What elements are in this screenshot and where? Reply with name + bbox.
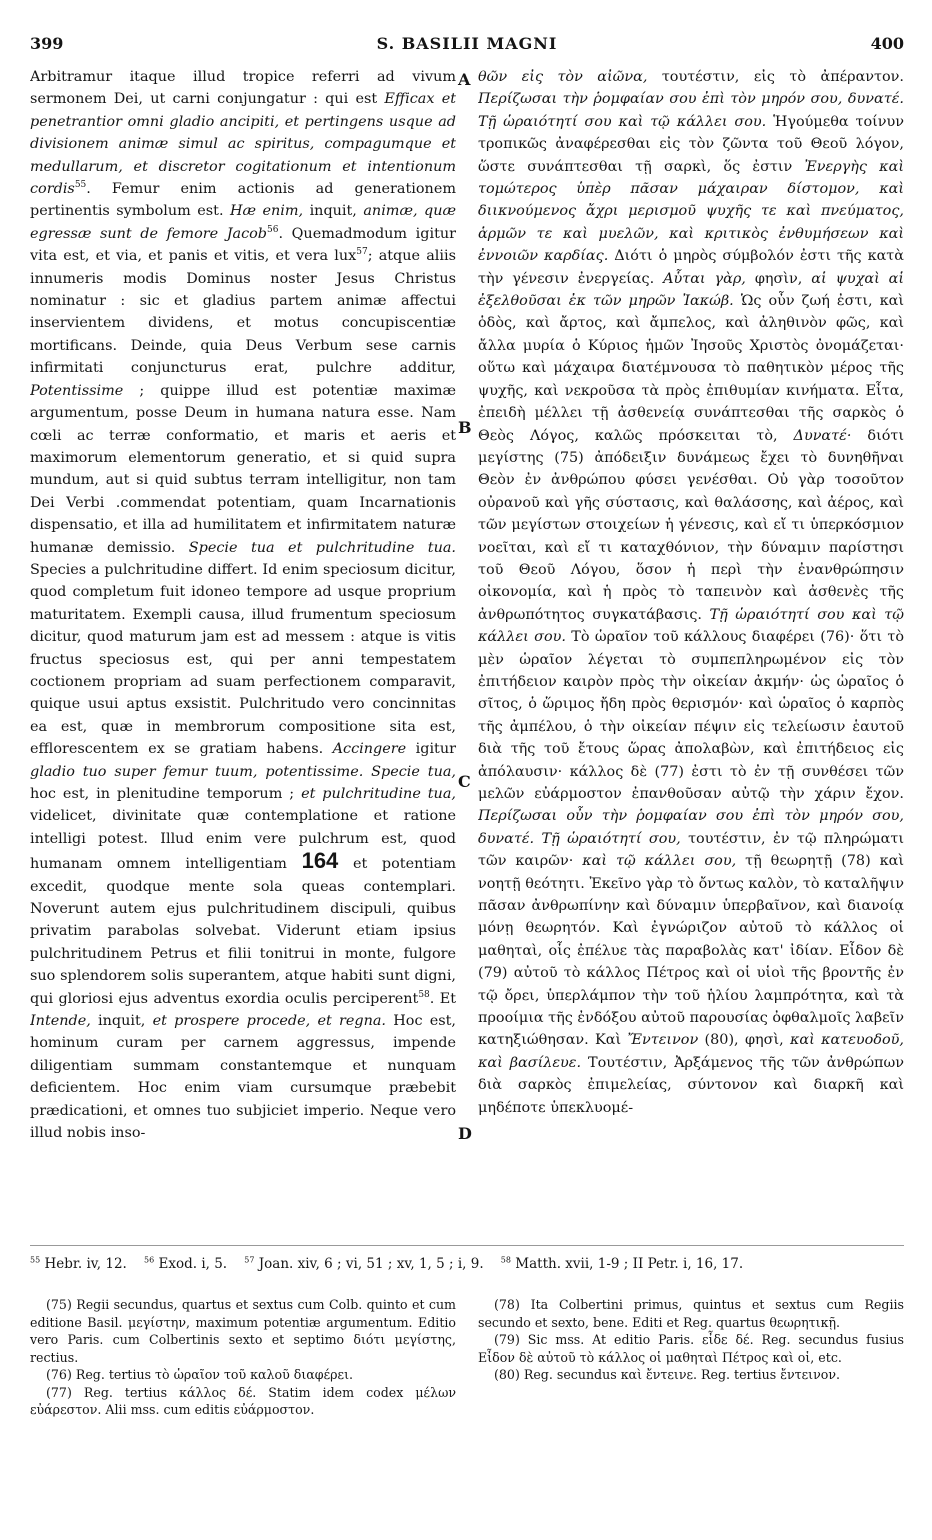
critical-notes-right bbox=[478, 1296, 904, 1384]
footnote-ref: $^{55}$ Hebr. iv, 12. bbox=[30, 1255, 127, 1272]
margin-letter-d: D bbox=[458, 1124, 472, 1143]
critical-note: (80) Reg. secundus καὶ ἔντεινε. Reg. tertius ἔντεινον. bbox=[494, 1367, 840, 1382]
footnote-ref: $^{56}$ Exod. i, 5. bbox=[144, 1255, 228, 1272]
latin-text: Arbitramur itaque illud tropice referri ad vivum sermonem Dei, ut carni conjungatur : qui est Efficax et penetrantior omni gladio ancipiti, et pertingens usque ad divisionem animæ simul ac spiritus, compagumque et medullarum, et discretor cogitationum et intentionum cordis$^{55}$. Femur enim actionis ad generationem pertinentis symbolum est. Hæ enim, inquit, animæ, quæ egressæ sunt de femore Jacob$^{56}$. Quemadmodum igitur vita est, et via, et panis et vitis, et vera lux$^{57}$; atque aliis innumeris modis Dominus noster Jesus Christus nominatur : sic et gladius partem animæ affectui inservientem dividens, et motus concupiscentiæ mortificans. Deinde, quia Deus Verbum sese carnis infirmitati conjuncturus erat, pulchre additur, Potentissime ; quippe illud est potentiæ maximæ argumentum, posse Deum in humana natura esse. Nam cœli ac terræ conformatio, et maris et aeris et maximorum elementorum generatio, et si quid supra mundum, aut si quid subtus terram intelligitur, non tam Dei Verbi .commendat potentiam, quam Incarnationis dispensatio, et illa ad humilitatem et infirmitatem naturæ humanæ demissio. Specie tua et pulchritudine tua. Species a pulchritudine differt. Id enim speciosum dicitur, quod completum fuit idoneo tempore ad usque proprium maturitatem. Exempli causa, illud frumentum speciosum dicitur, quod maturum jam est ad messem : atque is vitis fructus speciosus est, qui per anni tempestatem coctionem propriam ad suam perfectionem comparavit, quique usui aptus exsistit. Pulchritudo vero concinnitas ea est, quæ in membrorum compositione sita est, efflorescentem ex se gratiam habens. Accingere igitur gladio tuo super femur tuum, potentissime. Specie tua, hoc est, in plenitudine temporum ; et pulchritudine tua, videlicet, divinitate quæ contemplatione et ratione intelligi potest. Illud enim vere pulchrum est, quod humanam omnem intelligentiam 164 et potentiam excedit, quodque mente sola queas contemplari. Noverunt autem ejus pulchritudinem discipuli, quibus privatim parabolas solvebat. Viderunt etiam ipsius pulchritudinem Petrus et filii tonitrui in monte, fulgore suo splendorem solis superantem, atque habiti sunt digni, qui gloriosi ejus adventus exordia oculis perciperent$^{58}$. Et Intende, inquit, et prospere procede, et regna. Hoc est, hominum curam per carnem aggressus, impende diligentiam summam constantemque et nunquam deficientem. Hoc enim viam cursumque præbebit prædicationi, et omnes tuo subjiciet imperio. Neque vero illud nobis inso- bbox=[30, 69, 456, 1142]
greek-column bbox=[478, 66, 904, 1238]
footnote-ref: $^{58}$ Matth. xvii, 1-9 ; II Petr. i, 16, 17. bbox=[500, 1255, 744, 1272]
greek-text: θῶν εἰς τὸν αἰῶνα, τουτέστιν, εἰς τὸ ἀπέραντον. Περίζωσαι τὴν ῥομφαίαν σου ἐπὶ τὸν μηρόν σου, δυνατέ. Τῇ ὡραιότητί σου καὶ τῷ κάλλει σου. Ἡγούμεθα τοίνυν τροπικῶς ἀναφέρεσθαι εἰς τὸν ζῶντα τοῦ Θεοῦ λόγον, ὥστε συνάπτεσθαι τῇ σαρκὶ, ὅς ἐστιν Ἐνεργὴς καὶ τομώτερος ὑπὲρ πᾶσαν μάχαιραν δίστομον, καὶ διικνούμενος ἄχρι μερισμοῦ ψυχῆς τε καὶ πνεύματος, ἁρμῶν τε καὶ μυελῶν, καὶ κριτικὸς ἐνθυμήσεων καὶ ἐννοιῶν καρδίας. Διότι ὁ μηρὸς σύμβολόν ἐστι τῆς κατὰ τὴν γένεσιν ἐνεργείας. Αὗται γὰρ, φησὶν, αἱ ψυχαὶ αἱ ἐξελθοῦσαι ἐκ τῶν μηρῶν Ἰακώβ. Ὡς οὖν ζωή ἐστι, καὶ ὁδὸς, καὶ ἄρτος, καὶ ἄμπελος, καὶ ἀληθινὸν φῶς, καὶ ἄλλα μυρία ὁ Κύριος ἡμῶν Ἰησοῦς Χριστὸς ὀνομάζεται· οὕτω καὶ μάχαιρα διατέμνουσα τὸ παθητικὸν μέρος τῆς ψυχῆς, καὶ νεκροῦσα τὰ πρὸς ἐπιθυμίαν κινήματα. Εἶτα, ἐπειδὴ μέλλει τῇ ἀσθενείᾳ συνάπτεσθαι τῆς σαρκὸς ὁ Θεὸς Λόγος, καλῶς πρόσκειται τὸ, Δυνατέ· διότι μεγίστης (75) ἀπόδειξιν δυνάμεως ἔχει τὸ δυνηθῆναι Θεὸν ἐν ἀνθρώπου φύσει γενέσθαι. Οὐ γὰρ τοσοῦτον οὐρανοῦ καὶ γῆς σύστασις, καὶ θαλάσσης, καὶ ἀέρος, καὶ τῶν μεγίστων στοιχείων ἡ γένεσις, καὶ εἴ τι ὑπερκόσμιον νοεῖται, καὶ εἴ τι καταχθόνιον, τὴν δύναμιν παρίστησι τοῦ Θεοῦ Λόγου, ὅσον ἡ περὶ τὴν ἐνανθρώπησιν οἰκονομία, καὶ ἡ πρὸς τὸ ταπεινὸν καὶ ἀσθενὲς τῆς ἀνθρωπότητος συγκατάβασις. Τῇ ὡραιότητί σου καὶ τῷ κάλλει σου. Τὸ ὡραῖον τοῦ κάλλους διαφέρει (76)· ὅτι τὸ μὲν ὡραῖον λέγεται τὸ συμπεπληρωμένον εἰς τὸν ἐπιτήδειον καιρὸν πρὸς τὴν οἰκείαν ἀκμήν· ὡς ὡραῖος ὁ σῖτος, ὁ ὥριμος ἤδη πρὸς θερισμόν· καὶ ὡραῖος ὁ καρπὸς τῆς ἀμπέλου, ὁ τὴν οἰκείαν πέψιν εἰς τελείωσιν ἑαυτοῦ διὰ τῆς τοῦ ἔτους ὥρας ἀπολαβὼν, καὶ ἐπιτήδειος εἰς ἀπόλαυσιν· κάλλος δὲ (77) ἐστι τὸ ἐν τῇ συνθέσει τῶν μελῶν εὐάρμοστον ἐπανθοῦσαν αὐτῷ τὴν χάριν ἔχον. Περίζωσαι οὖν τὴν ῥομφαίαν σου ἐπὶ τὸν μηρόν σου, δυνατέ. Τῇ ὡραιότητί σου, τουτέστιν, ἐν τῷ πληρώματι τῶν καιρῶν· καὶ τῷ κάλλει σου, τῇ θεωρητῇ (78) καὶ νοητῇ θεότητι. Ἐκεῖνο γὰρ τὸ ὄντως καλὸν, τὸ καταλῆψιν πᾶσαν ἀνθρωπίνην καὶ δύναμιν ὑπερβαῖνον, καὶ διανοίᾳ μόνῃ θεωρητόν. Καὶ ἐγνώριζον αὐτοῦ τὸ κάλλος οἱ μαθηταὶ, οἷς ἐπέλυε τὰς παραβολὰς κατ' ἰδίαν. Εἶδον δὲ (79) αὐτοῦ τὸ κάλλος Πέτρος καὶ οἱ υἱοὶ τῆς βροντῆς ἐν τῷ ὄρει, ὑπερλάμπον τὴν τοῦ ἡλίου λαμπρότητα, καὶ τὰ προοίμια τῆς ἐνδόξου αὐτοῦ παρουσίας ὀφθαλμοῖς λαβεῖν κατηξιώθησαν. Καὶ Ἔντεινον (80), φησὶ, καὶ κατευοδοῦ, καὶ βασίλευε. Τουτέστιν, Ἀρξάμενος τῆς τῶν ἀνθρώπων διὰ σαρκὸς ἐπιμελείας, σύντονον καὶ διαρκῆ καὶ μηδέποτε ὑπεκλυομέ- bbox=[478, 69, 904, 1116]
running-title: S. BASILII MAGNI bbox=[376, 34, 558, 53]
critical-note: (77) Reg. tertius κάλλος δέ. Statim idem codex μέλων εὐάρεστον. Alii mss. cum editis εὐάρμοστον. bbox=[30, 1384, 456, 1417]
critical-note: (79) Sic mss. At editio Paris. εἶδε δέ. Reg. secundus fusius Εἶδον δὲ αὐτοῦ τὸ κάλλος οἱ μαθηταὶ Πέτρος καὶ οἱ, etc. bbox=[478, 1332, 904, 1365]
critical-notes-left bbox=[30, 1296, 456, 1419]
margin-letter-b: B bbox=[458, 418, 472, 437]
page-header bbox=[30, 34, 904, 58]
footnote-references bbox=[30, 1250, 904, 1274]
footnote-ref: $^{57}$ Joan. xiv, 6 ; vi, 51 ; xv, 1, 5 ; i, 9. bbox=[244, 1255, 484, 1272]
column-number: 164 bbox=[301, 848, 339, 874]
page-number-right: 400 bbox=[870, 34, 904, 53]
margin-letter-a: A bbox=[458, 70, 471, 89]
critical-note: (75) Regii secundus, quartus et sextus cum Colb. quinto et cum editione Basil. μεγίστην, maximum potentiæ argumentum. Editio vero Paris. cum Colbertinis sexto et septimo διότι μεγίστης, rectius. bbox=[30, 1297, 456, 1365]
page-number-left: 399 bbox=[30, 34, 64, 53]
latin-column bbox=[30, 66, 456, 1238]
margin-letter-c: C bbox=[458, 772, 471, 791]
critical-note: (76) Reg. tertius τὸ ὡραῖον τοῦ καλοῦ διαφέρει. bbox=[46, 1367, 354, 1382]
footnote-divider bbox=[30, 1245, 904, 1246]
critical-note: (78) Ita Colbertini primus, quintus et sextus cum Regiis secundo et sexto, bene. Editi et Reg. quartus θεωρητικῇ. bbox=[478, 1297, 904, 1330]
